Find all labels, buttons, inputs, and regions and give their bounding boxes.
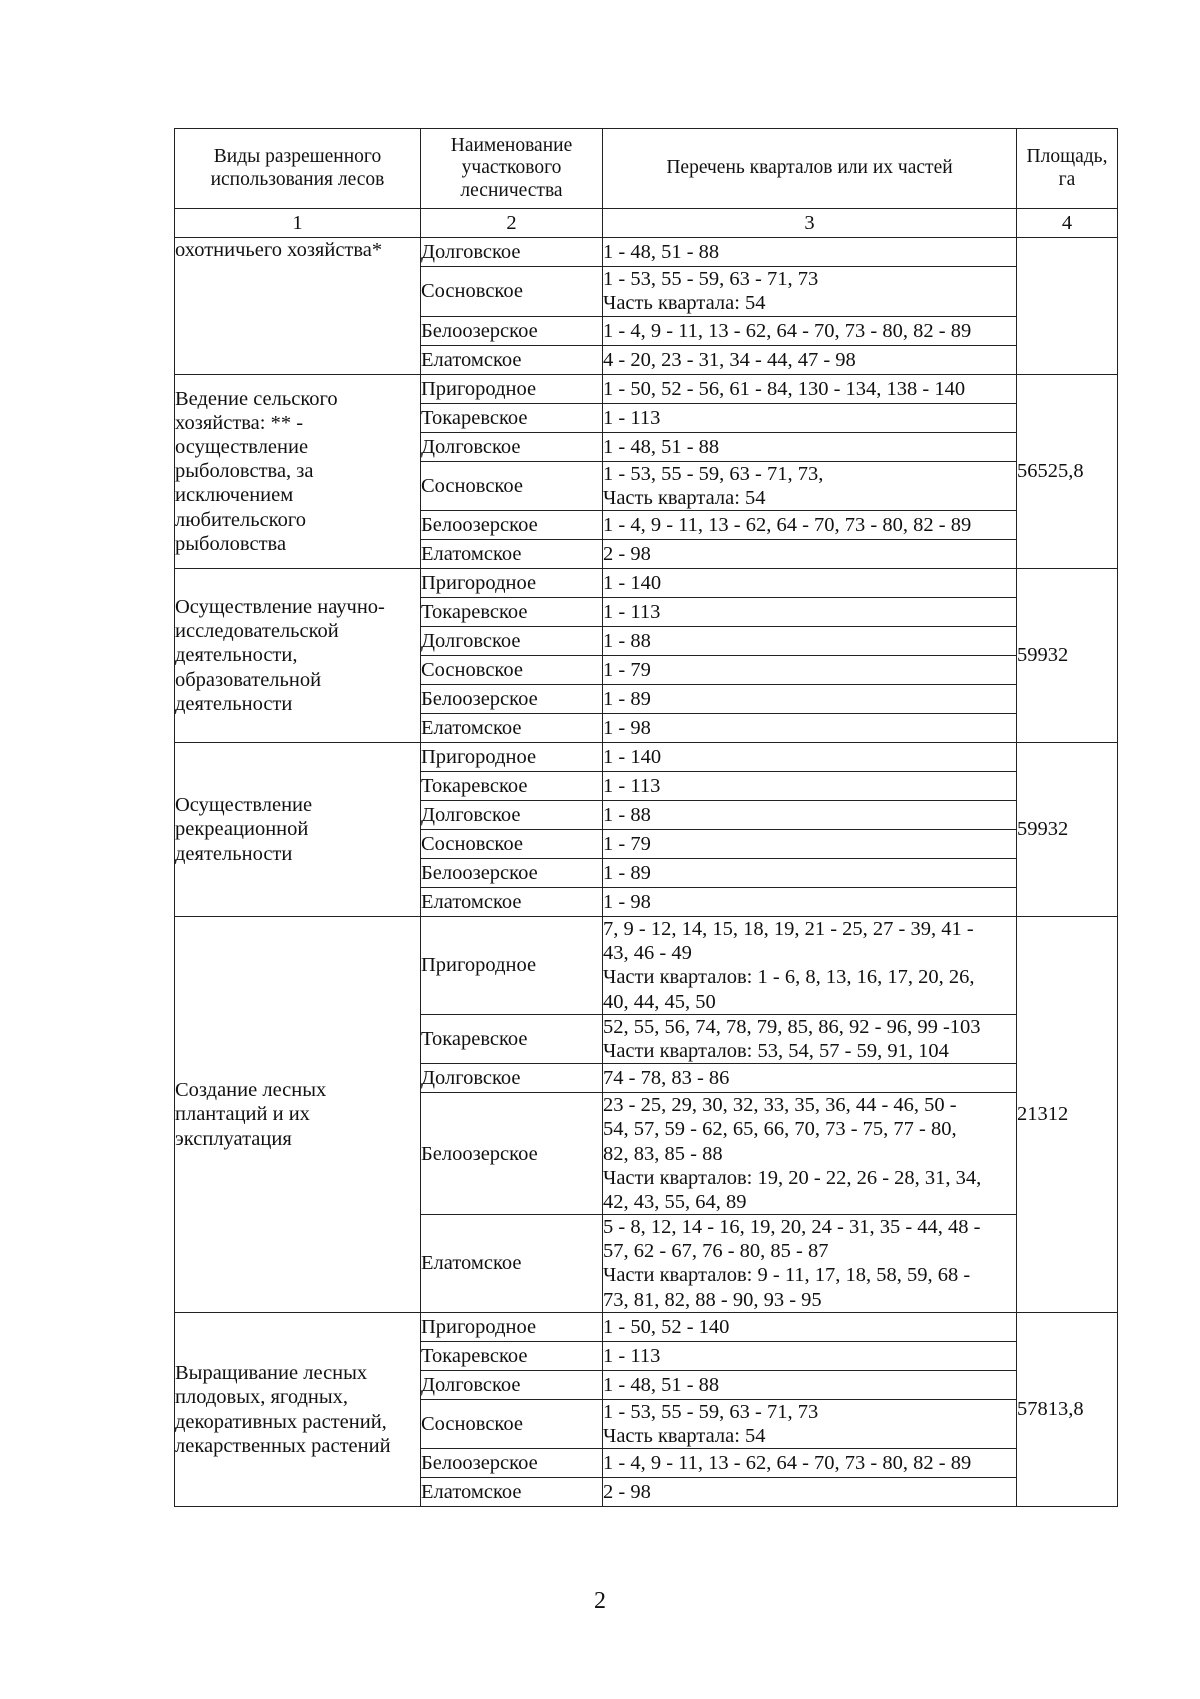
forestry-name-cell: Сосновское [421,1399,603,1448]
use-type-cell: Осуществление научно-исследовательской деятельности, образовательной деятельности [175,569,421,743]
table-row [175,743,1118,772]
quarters-line: 1 - 79 [603,658,651,681]
quarters-line: 1 - 53, 55 - 59, 63 - 71, 73 [603,268,819,291]
quarters-cell [603,772,1017,801]
quarters-line: 1 - 4, 9 - 11, 13 - 62, 64 - 70, 73 - 80, 82 - 89 [603,1452,972,1475]
table-row [175,374,1118,403]
quarters-cell [603,1064,1017,1093]
forestry-name-cell: Елатомское [421,1478,603,1507]
quarters-line: 1 - 98 [603,716,651,739]
quarters-cell [603,1312,1017,1341]
quarters-line: 1 - 140 [603,745,662,768]
quarters-line: 1 - 113 [603,406,661,429]
quarters-line: 1 - 140 [603,571,662,594]
quarters-line: 1 - 113 [603,774,661,797]
forestry-name-cell: Токаревское [421,1014,603,1063]
forestry-name-cell: Елатомское [421,714,603,743]
quarters-cell [603,656,1017,685]
quarters-line: 1 - 48, 51 - 88 [603,241,720,264]
forestry-name-cell: Пригородное [421,569,603,598]
quarters-line: 1 - 113 [603,600,661,623]
area-cell: 59932 [1017,569,1118,743]
quarters-line: 1 - 4, 9 - 11, 13 - 62, 64 - 70, 73 - 80, 82 - 89 [603,513,972,536]
quarters-cell [603,1014,1017,1063]
table-row [175,569,1118,598]
quarters-cell [603,714,1017,743]
area-cell: 56525,8 [1017,374,1118,568]
quarters-cell [603,403,1017,432]
quarters-cell [603,540,1017,569]
forestry-name-cell: Пригородное [421,917,603,1015]
quarters-line: Части кварталов: 19, 20 - 22, 26 - 28, 31, 34, [603,1166,982,1189]
quarters-line: 1 - 48, 51 - 88 [603,1373,720,1396]
forestry-name-cell: Елатомское [421,345,603,374]
header-use-types: Виды разрешенного использования лесов [175,129,421,209]
quarters-line: 1 - 50, 52 - 140 [603,1315,730,1338]
quarters-line: 40, 44, 45, 50 [603,990,716,1013]
quarters-line: Часть квартала: 54 [603,486,766,509]
quarters-line: Часть квартала: 54 [603,292,766,315]
header-row [175,129,1118,209]
forest-use-table [174,128,1118,1507]
quarters-cell [603,1093,1017,1215]
quarters-line: 2 - 98 [603,542,651,565]
quarters-line: 1 - 79 [603,832,651,855]
forestry-name-cell: Сосновское [421,267,603,316]
column-number: 2 [421,209,603,238]
quarters-cell [603,1341,1017,1370]
quarters-line: 82, 83, 85 - 88 [603,1142,723,1165]
quarters-cell [603,316,1017,345]
quarters-line: 52, 55, 56, 74, 78, 79, 85, 86, 92 - 96, 99 -103 [603,1015,981,1038]
forestry-name-cell: Долговское [421,1370,603,1399]
forestry-name-cell: Токаревское [421,772,603,801]
area-cell [1017,238,1118,374]
use-type-cell: Выращивание лесных плодовых, ягодных, декоративных растений, лекарственных растений [175,1312,421,1506]
forestry-name-cell: Долговское [421,627,603,656]
quarters-line: 74 - 78, 83 - 86 [603,1067,730,1090]
forestry-name-cell: Долговское [421,1064,603,1093]
quarters-cell [603,743,1017,772]
quarters-cell [603,1449,1017,1478]
forestry-name-cell: Долговское [421,238,603,267]
quarters-line: 1 - 50, 52 - 56, 61 - 84, 130 - 134, 138 - 140 [603,377,966,400]
quarters-line: 1 - 4, 9 - 11, 13 - 62, 64 - 70, 73 - 80, 82 - 89 [603,319,972,342]
forestry-name-cell: Белоозерское [421,1093,603,1215]
quarters-line: 1 - 88 [603,803,651,826]
forestry-name-cell: Токаревское [421,1341,603,1370]
quarters-line: 1 - 89 [603,861,651,884]
forestry-name-cell: Долговское [421,801,603,830]
quarters-line: 1 - 89 [603,687,651,710]
header-quarters-list: Перечень кварталов или их частей [603,129,1017,209]
quarters-cell [603,888,1017,917]
quarters-line: 43, 46 - 49 [603,942,692,965]
table-body [175,238,1118,1507]
forestry-name-cell: Сосновское [421,830,603,859]
quarters-line: 1 - 113 [603,1344,661,1367]
forestry-name-cell: Сосновское [421,461,603,510]
area-cell: 59932 [1017,743,1118,917]
use-type-cell: Осуществление рекреационной деятельности [175,743,421,917]
quarters-line: 7, 9 - 12, 14, 15, 18, 19, 21 - 25, 27 - 39, 41 - [603,918,974,941]
quarters-line: 5 - 8, 12, 14 - 16, 19, 20, 24 - 31, 35 - 44, 48 - [603,1216,981,1239]
quarters-line: 54, 57, 59 - 62, 65, 66, 70, 73 - 75, 77 - 80, [603,1118,957,1141]
column-number: 4 [1017,209,1118,238]
forestry-name-cell: Елатомское [421,1215,603,1313]
page-number: 2 [594,1588,606,1614]
forestry-name-cell: Долговское [421,432,603,461]
quarters-cell [603,917,1017,1015]
quarters-line: Части кварталов: 1 - 6, 8, 13, 16, 17, 20, 26, [603,966,975,989]
forestry-name-cell: Токаревское [421,598,603,627]
quarters-line: 1 - 53, 55 - 59, 63 - 71, 73 [603,1400,819,1423]
quarters-line: 42, 43, 55, 64, 89 [603,1190,747,1213]
forestry-name-cell: Белоозерское [421,859,603,888]
quarters-line: Части кварталов: 9 - 11, 17, 18, 58, 59, 68 - [603,1264,971,1287]
area-cell: 21312 [1017,917,1118,1313]
quarters-cell [603,461,1017,510]
column-number: 3 [603,209,1017,238]
forestry-name-cell: Сосновское [421,656,603,685]
forestry-name-cell: Белоозерское [421,511,603,540]
quarters-line: Части кварталов: 53, 54, 57 - 59, 91, 104 [603,1039,949,1062]
table-row [175,1312,1118,1341]
forestry-name-cell: Токаревское [421,403,603,432]
quarters-line: 4 - 20, 23 - 31, 34 - 44, 47 - 98 [603,348,856,371]
quarters-cell [603,1478,1017,1507]
quarters-line: 57, 62 - 67, 76 - 80, 85 - 87 [603,1240,829,1263]
forestry-name-cell: Пригородное [421,1312,603,1341]
quarters-line: 1 - 98 [603,890,651,913]
table-row [175,917,1118,1015]
quarters-cell [603,1370,1017,1399]
quarters-cell [603,374,1017,403]
quarters-line: 1 - 88 [603,629,651,652]
quarters-line: 73, 81, 82, 88 - 90, 93 - 95 [603,1288,822,1311]
header-forestry-name: Наименование участкового лесничества [421,129,603,209]
forestry-name-cell: Елатомское [421,540,603,569]
forestry-name-cell: Елатомское [421,888,603,917]
quarters-cell [603,598,1017,627]
area-cell: 57813,8 [1017,1312,1118,1506]
quarters-cell [603,238,1017,267]
use-type-cell: Создание лесных плантаций и их эксплуатация [175,917,421,1313]
quarters-cell [603,267,1017,316]
forestry-name-cell: Пригородное [421,374,603,403]
quarters-cell [603,801,1017,830]
forestry-name-cell: Пригородное [421,743,603,772]
column-number-row [175,209,1118,238]
table-row [175,238,1118,267]
forestry-name-cell: Белоозерское [421,316,603,345]
quarters-cell [603,569,1017,598]
use-type-cell: охотничьего хозяйства* [175,238,421,374]
quarters-line: 23 - 25, 29, 30, 32, 33, 35, 36, 44 - 46, 50 - [603,1094,957,1117]
quarters-cell [603,1215,1017,1313]
use-type-cell: Ведение сельского хозяйства: ** - осуществление рыболовства, за исключением любительского рыболовства [175,374,421,568]
forestry-name-cell: Белоозерское [421,685,603,714]
forestry-name-cell: Белоозерское [421,1449,603,1478]
column-number: 1 [175,209,421,238]
header-area: Площадь, га [1017,129,1118,209]
quarters-cell [603,432,1017,461]
quarters-cell [603,685,1017,714]
quarters-cell [603,627,1017,656]
quarters-line: Часть квартала: 54 [603,1425,766,1448]
quarters-line: 2 - 98 [603,1481,651,1504]
quarters-cell [603,830,1017,859]
quarters-line: 1 - 53, 55 - 59, 63 - 71, 73, [603,462,824,485]
quarters-line: 1 - 48, 51 - 88 [603,435,720,458]
quarters-cell [603,345,1017,374]
quarters-cell [603,859,1017,888]
quarters-cell [603,511,1017,540]
quarters-cell [603,1399,1017,1448]
